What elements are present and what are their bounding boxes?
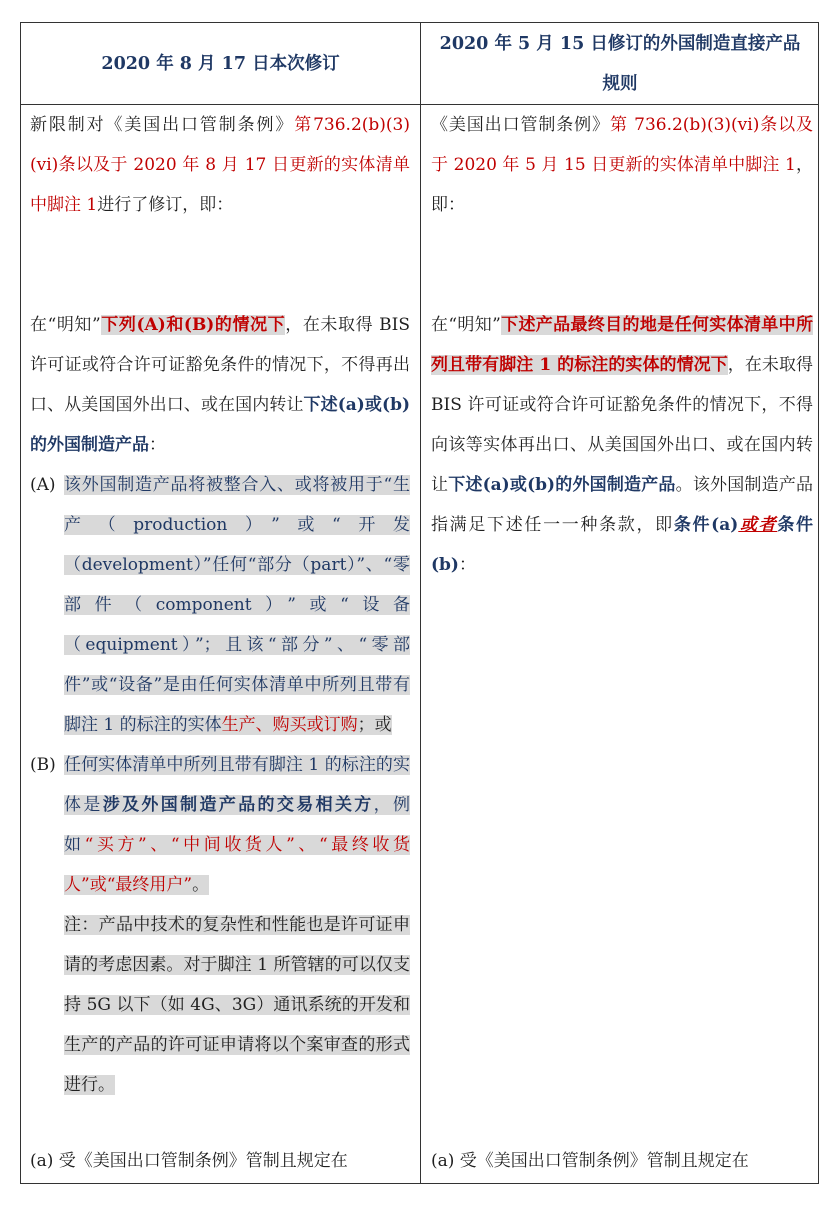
header-right: 2020 年 5 月 15 日修订的外国制造直接产品规则 bbox=[439, 33, 801, 94]
left-intro: 新限制对《美国出口管制条例》第736.2(b)(3)(vi)条以及于 2020 年 8 月 17 日更新的实体清单中脚注 1进行了修订，即： bbox=[30, 115, 411, 215]
column-divider bbox=[420, 23, 421, 1183]
right-paragraph-2: 在“明知”下述产品最终目的地是任何实体清单中所列且带有脚注 1 的标注的实体的情况下，在未取得 BIS 许可证或符合许可证豁免条件的情况下，不得向该等实体再出口、从美国国外出口、或在国内转让下述(a)或(b)的外国制造产品。该外国制造产品指满足下述任一一种条款，即条件(a)或者条件(b)： bbox=[431, 315, 814, 575]
comparison-table bbox=[20, 22, 819, 1184]
clause-A: (A) 该外国制造产品将被整合入、或将被用于“生产（production）”或“开发（development）”任何“部分（part）”、“零部件（component）”或“设备（equipment）”；且该“部分”、“零部件”或“设备”是由任何实体清单中所列且带有脚注 1 的标注的实体生产、购买或订购；或 bbox=[30, 475, 410, 735]
right-intro: 《美国出口管制条例》第 736.2(b)(3)(vi)条以及于 2020 年 5 月 15 日更新的实体清单中脚注 1，即： bbox=[431, 115, 814, 215]
header-left: 2020 年 8 月 17 日本次修订 bbox=[101, 53, 340, 74]
right-last-line: (a) 受《美国出口管制条例》管制且规定在 bbox=[431, 1151, 749, 1171]
left-paragraph-2: 在“明知”下列(A)和(B)的情况下，在未取得 BIS 许可证或符合许可证豁免条件的情况下，不得再出口、从美国国外出口、或在国内转让下述(a)或(b)的外国制造产品： bbox=[30, 315, 411, 455]
clause-B: (B) 任何实体清单中所列且带有脚注 1 的标注的实体是涉及外国制造产品的交易相关方，例如“买方”、“中间收货人”、“最终收货人”或“最终用户”。 bbox=[30, 755, 411, 895]
left-last-line: (a) 受《美国出口管制条例》管制且规定在 bbox=[30, 1151, 348, 1171]
left-note: 注：产品中技术的复杂性和性能也是许可证申请的考虑因素。对于脚注 1 所管辖的可以仅支持 5G 以下（如 4G、3G）通讯系统的开发和生产的产品的许可证申请将以个案审查的形式进行。 bbox=[64, 915, 410, 1095]
right-column bbox=[431, 105, 813, 585]
left-column bbox=[30, 105, 410, 1105]
